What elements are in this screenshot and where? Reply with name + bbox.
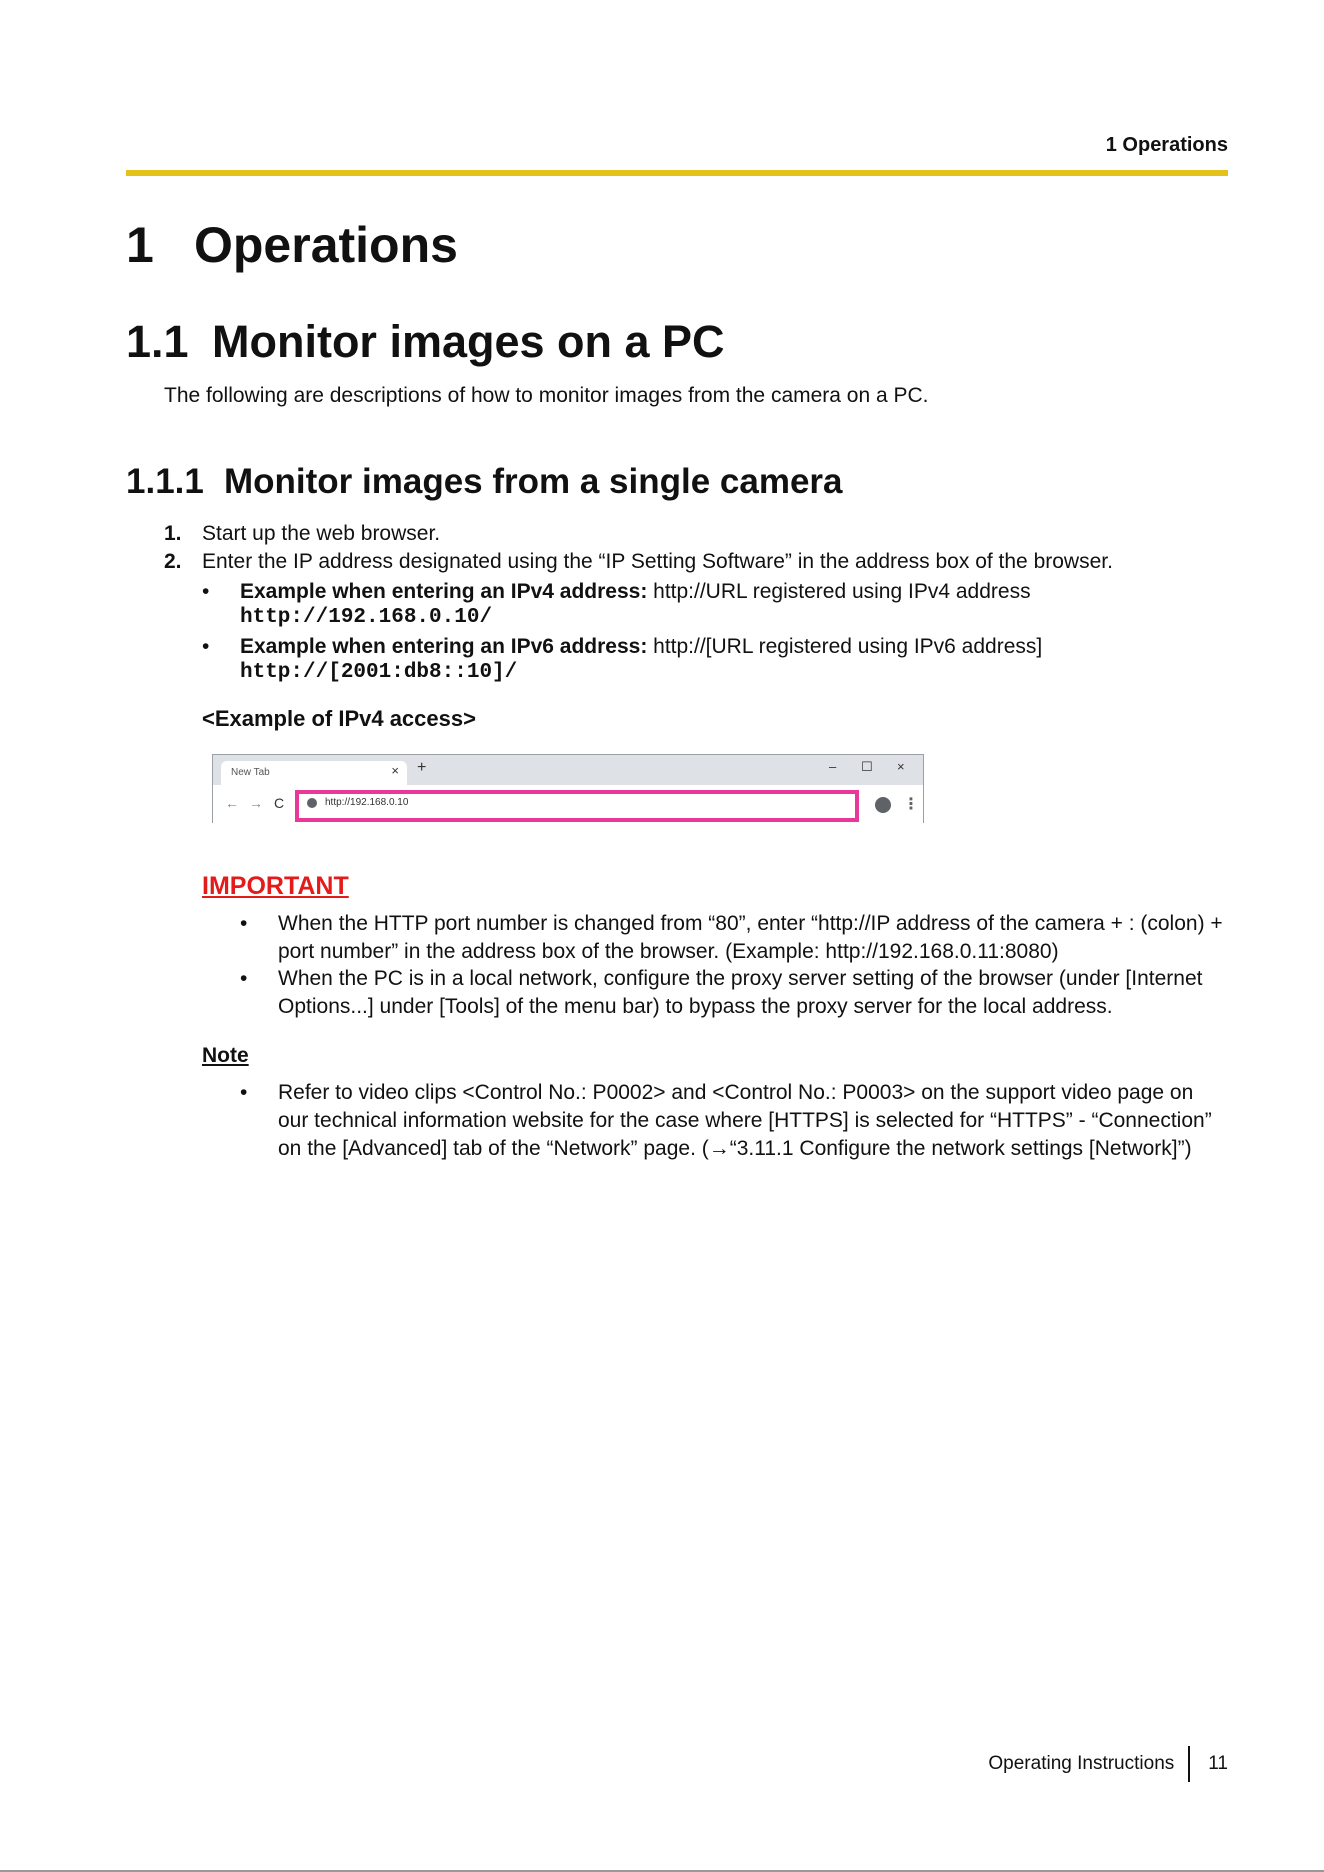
bullet: • — [240, 967, 248, 990]
running-head: 1 Operations — [1105, 134, 1228, 156]
footer-doc-title: Operating Instructions — [988, 1753, 1175, 1774]
important-text: When the PC is in a local network, configure the proxy server setting of the browser (under [Internet Options...] under [Tools] of the menu bar) to bypass the proxy server for the local address. — [278, 967, 1203, 1018]
step-text: Enter the IP address designated using the “IP Setting Software” in the address box of the browser. — [202, 550, 1113, 573]
minimize-icon[interactable]: – — [829, 759, 837, 774]
example-item — [202, 633, 1042, 661]
browser-screenshot — [212, 754, 924, 823]
browser-tab[interactable] — [221, 761, 407, 785]
example-code: http://192.168.0.10/ — [240, 606, 493, 629]
section-number: 1.1 — [126, 316, 189, 367]
example-code: http://[2001:db8::10]/ — [240, 661, 518, 684]
important-item — [240, 910, 1230, 966]
figure-caption: <Example of IPv4 access> — [202, 706, 476, 731]
tab-title: New Tab — [231, 767, 270, 778]
example-desc: http://URL registered using IPv4 address — [647, 580, 1031, 603]
bullet: • — [202, 580, 210, 603]
important-heading: IMPORTANT — [202, 872, 349, 900]
step-text: Start up the web browser. — [202, 522, 441, 545]
page-footer — [988, 1746, 1228, 1782]
example-desc: http://[URL registered using IPv6 address] — [647, 635, 1043, 658]
chapter-title — [126, 216, 458, 274]
subsection-title-text: Monitor images from a single camera — [224, 462, 843, 501]
note-heading: Note — [202, 1044, 249, 1067]
page-number: 11 — [1208, 1753, 1228, 1774]
bullet: • — [202, 635, 210, 658]
section-intro: The following are descriptions of how to monitor images from the camera on a PC. — [164, 384, 929, 407]
header-rule — [126, 170, 1228, 176]
important-text: When the HTTP port number is changed from “80”, enter “http://IP address of the camera + : (colon) + port number” in the address box of the browser. (Example: http://192.168.0.11:8080) — [278, 912, 1223, 963]
close-window-icon[interactable]: × — [897, 759, 905, 774]
chapter-title-text: Operations — [194, 217, 458, 273]
subsection-title — [126, 462, 843, 502]
example-label: Example when entering an IPv6 address: — [240, 635, 648, 658]
new-tab-icon[interactable]: + — [417, 759, 427, 776]
forward-icon[interactable]: → — [249, 795, 263, 811]
footer-divider — [1188, 1746, 1190, 1782]
chapter-number: 1 — [126, 217, 154, 273]
browser-toolbar — [213, 785, 923, 823]
example-label: Example when entering an IPv4 address: — [240, 580, 648, 603]
example-item — [202, 578, 1031, 606]
bullet: • — [240, 912, 248, 935]
globe-icon — [307, 798, 317, 808]
step-item — [164, 520, 440, 548]
address-bar[interactable] — [295, 790, 859, 822]
note-text: Refer to video clips <Control No.: P0002> and <Control No.: P0003> on the support video page on our technical information website for the case where [HTTPS] is selected for “HTTPS” - “Connection” on the [Advanced] tab of the “Network” page. (→“3.11.1 Configure the network settings [Network]”) — [278, 1081, 1212, 1160]
close-tab-icon[interactable]: × — [391, 763, 399, 778]
reload-icon[interactable]: C — [274, 795, 285, 811]
back-icon[interactable]: ← — [225, 795, 239, 811]
step-number: 1. — [164, 522, 182, 545]
step-item — [164, 548, 1113, 576]
maximize-icon[interactable]: ☐ — [861, 759, 873, 774]
section-title-text: Monitor images on a PC — [212, 316, 725, 367]
bullet: • — [240, 1081, 248, 1104]
section-title — [126, 316, 725, 368]
profile-icon[interactable] — [875, 797, 891, 813]
menu-icon[interactable]: ⋮ — [903, 796, 919, 813]
note-item — [240, 1079, 1230, 1163]
important-item — [240, 965, 1230, 1021]
subsection-number: 1.1.1 — [126, 462, 204, 501]
tab-strip — [213, 755, 923, 785]
address-text: http://192.168.0.10 — [325, 797, 409, 808]
step-number: 2. — [164, 550, 182, 573]
